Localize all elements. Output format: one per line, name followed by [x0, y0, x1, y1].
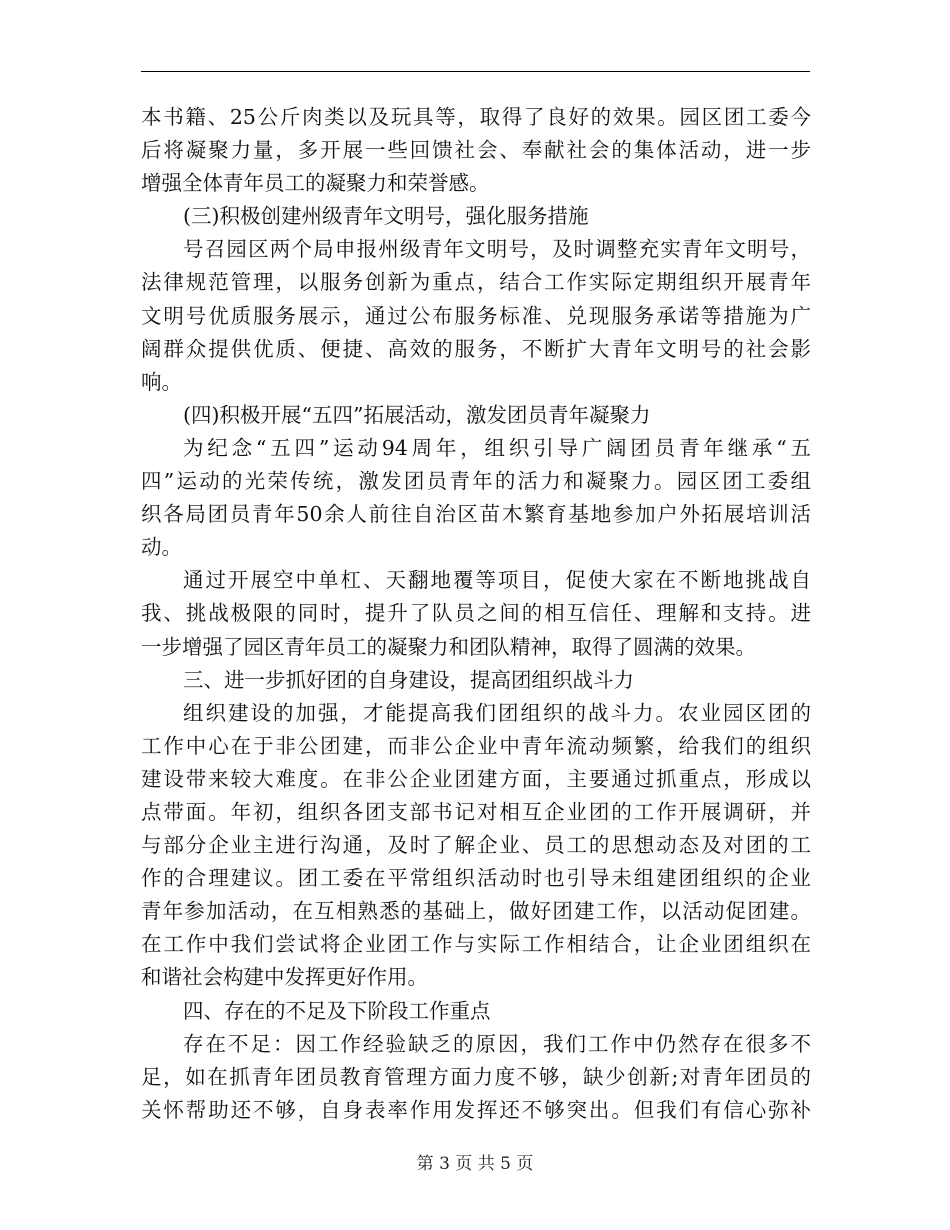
document-body	[141, 101, 811, 1127]
text-line: 足，如在抓青年团员教育管理方面力度不够，缺少创新;对青年团员的	[141, 1064, 811, 1089]
text-line: 建设带来较大难度。在非公企业团建方面，主要通过抓重点，形成以	[141, 766, 811, 791]
text-line: 点带面。年初，组织各团支部书记对相互企业团的工作开展调研，并	[141, 799, 811, 824]
text-line: 通过开展空中单杠、天翻地覆等项目，促使大家在不断地挑战自	[183, 568, 811, 593]
text-line: 存在不足：因工作经验缺乏的原因，我们工作中仍然存在很多不	[183, 1031, 811, 1056]
text-line: 在工作中我们尝试将企业团工作与实际工作相结合，让企业团组织在	[141, 932, 811, 957]
header-rule	[141, 71, 810, 72]
text-line: 一步增强了园区青年员工的凝聚力和团队精神，取得了圆满的效果。	[141, 634, 756, 659]
text-line: 工作中心在于非公团建，而非公企业中青年流动频繁，给我们的组织	[141, 733, 811, 758]
text-line: 阔群众提供优质、便捷、高效的服务，不断扩大青年文明号的社会影	[141, 336, 811, 361]
text-line: 本书籍、25公斤肉类以及玩具等，取得了良好的效果。园区团工委今	[141, 105, 811, 129]
text-line: (三)积极创建州级青年文明号，强化服务措施	[183, 204, 589, 229]
text-line: (四)积极开展“五四”拓展活动，激发团员青年凝聚力	[183, 402, 651, 427]
text-line: 作的合理建议。团工委在平常组织活动时也引导未组建团组织的企业	[141, 866, 811, 891]
text-line: 四、存在的不足及下阶段工作重点	[183, 998, 491, 1023]
text-line: 号召园区两个局申报州级青年文明号，及时调整充实青年文明号，	[183, 237, 811, 262]
text-line: 动。	[141, 535, 182, 560]
text-line: 文明号优质服务展示，通过公布服务标准、兑现服务承诺等措施为广	[141, 303, 811, 328]
text-line: 法律规范管理，以服务创新为重点，结合工作实际定期组织开展青年	[141, 270, 811, 295]
text-line: 增强全体青年员工的凝聚力和荣誉感。	[141, 171, 490, 196]
text-line: 组织建设的加强，才能提高我们团组织的战斗力。农业园区团的	[183, 700, 811, 725]
text-line: 织各局团员青年50余人前往自治区苗木繁育基地参加户外拓展培训活	[141, 502, 811, 527]
text-line: 四”运动的光荣传统，激发团员青年的活力和凝聚力。园区团工委组	[141, 469, 811, 494]
text-line: 后将凝聚力量，多开展一些回馈社会、奉献社会的集体活动，进一步	[141, 138, 811, 163]
text-line: 为纪念“五四”运动94周年，组织引导广阔团员青年继承“五	[183, 435, 811, 460]
text-line: 和谐社会构建中发挥更好作用。	[141, 965, 428, 990]
text-line: 关怀帮助还不够，自身表率作用发挥还不够突出。但我们有信心弥补	[141, 1097, 811, 1122]
text-line: 青年参加活动，在互相熟悉的基础上，做好团建工作，以活动促团建。	[141, 899, 811, 924]
text-line: 三、进一步抓好团的自身建设，提高团组织战斗力	[183, 667, 634, 692]
text-line: 我、挑战极限的同时，提升了队员之间的相互信任、理解和支持。进	[141, 601, 811, 626]
page-footer: 第 3 页 共 5 页	[416, 1154, 534, 1174]
text-line: 响。	[141, 369, 182, 394]
text-line: 与部分企业主进行沟通，及时了解企业、员工的思想动态及对团的工	[141, 833, 811, 858]
